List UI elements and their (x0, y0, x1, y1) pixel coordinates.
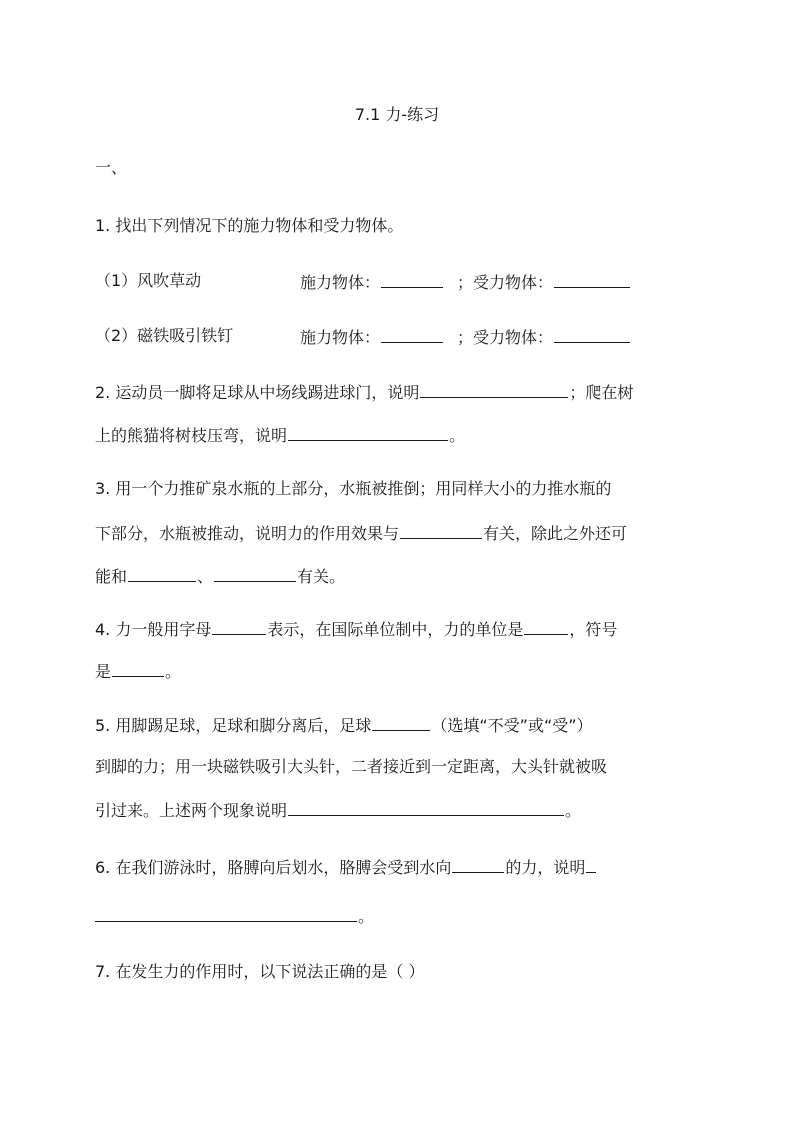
q6-text-c: 。 (358, 907, 375, 926)
q3-text-e: 有关。 (297, 567, 346, 586)
q4-text-c: ，符号 (569, 620, 618, 639)
question-3-line-2 (95, 521, 705, 545)
q6-text-b: 的力，说明 (505, 858, 586, 877)
question-2-line-2 (95, 423, 705, 447)
q2-text-c: 上的熊猫将树枝压弯，说明 (95, 426, 288, 445)
q6-text-a: 6. 在我们游泳时，胳膊向后划水，胳膊会受到水向 (95, 858, 452, 877)
q3-text-d: 、 (197, 567, 214, 586)
section-heading: 一、 (95, 158, 128, 177)
receiver-blank[interactable] (554, 325, 630, 343)
question-4-line-1 (95, 617, 705, 641)
q4-text-e: 。 (165, 662, 182, 681)
question-1-item-1 (95, 270, 705, 292)
applier-blank[interactable] (381, 325, 443, 343)
q2-blank-2[interactable] (288, 423, 448, 441)
item-2-applier (300, 325, 444, 349)
q5-text-a: 5. 用脚踢足球，足球和脚分离后，足球 (95, 716, 372, 735)
q5-text-b: （选填“不受”或“受”） (431, 716, 593, 735)
question-7-stem: 7. 在发生力的作用时，以下说法正确的是（ ） (95, 962, 425, 981)
separator: ； (457, 328, 474, 347)
separator: ； (457, 273, 474, 292)
q2-text-d: 。 (449, 426, 466, 445)
q4-text-a: 4. 力一般用字母 (95, 620, 212, 639)
page-title: 7.1 力-练习 (354, 105, 440, 124)
receiver-blank[interactable] (554, 270, 630, 288)
item-2-receiver (457, 325, 631, 349)
applier-blank[interactable] (381, 270, 443, 288)
q2-text-a: 2. 运动员一脚将足球从中场线踢进球门，说明 (95, 383, 420, 402)
item-1-applier (300, 270, 444, 294)
question-3-line-1: 3. 用一个力推矿泉水瓶的上部分，水瓶被推倒；用同样大小的力推水瓶的 (95, 479, 612, 498)
question-6-line-1 (95, 855, 705, 879)
q3-text-a: 下部分，水瓶被推动，说明力的作用效果与 (95, 524, 400, 543)
q3-blank-1[interactable] (400, 521, 482, 539)
q3-blank-3[interactable] (214, 564, 296, 582)
q4-blank-1[interactable] (212, 617, 266, 635)
q4-text-d: 是 (95, 662, 112, 681)
q2-blank-1[interactable] (420, 380, 568, 398)
q4-blank-2[interactable] (524, 617, 568, 635)
receiver-label: 受力物体： (473, 273, 554, 292)
question-1-stem: 1. 找出下列情况下的施力物体和受力物体。 (95, 216, 404, 235)
q5-blank-2[interactable] (288, 798, 564, 816)
item-1-receiver (457, 270, 631, 294)
applier-label: 施力物体： (300, 273, 381, 292)
q3-blank-2[interactable] (128, 564, 196, 582)
question-6-line-2 (95, 904, 705, 928)
question-2-line-1 (95, 380, 705, 404)
question-5-line-1 (95, 713, 705, 737)
q2-text-b: ；爬在树 (569, 383, 634, 402)
q5-blank-1[interactable] (372, 713, 430, 731)
question-4-line-2 (95, 659, 705, 683)
q5-text-d: 。 (565, 801, 582, 820)
q6-blank-1[interactable] (452, 855, 504, 873)
item-1-label: （1）风吹草动 (95, 271, 202, 290)
item-2-label: （2）磁铁吸引铁钉 (95, 326, 234, 345)
q4-blank-3[interactable] (112, 659, 164, 677)
q6-blank-2-start[interactable] (586, 855, 596, 873)
q3-text-b: 有关，除此之外还可 (483, 524, 628, 543)
applier-label: 施力物体： (300, 328, 381, 347)
question-5-line-3 (95, 798, 705, 822)
question-1-item-2 (95, 325, 705, 347)
q5-text-c: 引过来。上述两个现象说明 (95, 801, 288, 820)
receiver-label: 受力物体： (473, 328, 554, 347)
q6-blank-2[interactable] (95, 904, 357, 922)
question-3-line-3 (95, 564, 705, 588)
q4-text-b: 表示，在国际单位制中，力的单位是 (267, 620, 524, 639)
q3-text-c: 能和 (95, 567, 128, 586)
question-5-line-2: 到脚的力；用一块磁铁吸引大头针，二者接近到一定距离，大头针就被吸 (95, 757, 608, 776)
